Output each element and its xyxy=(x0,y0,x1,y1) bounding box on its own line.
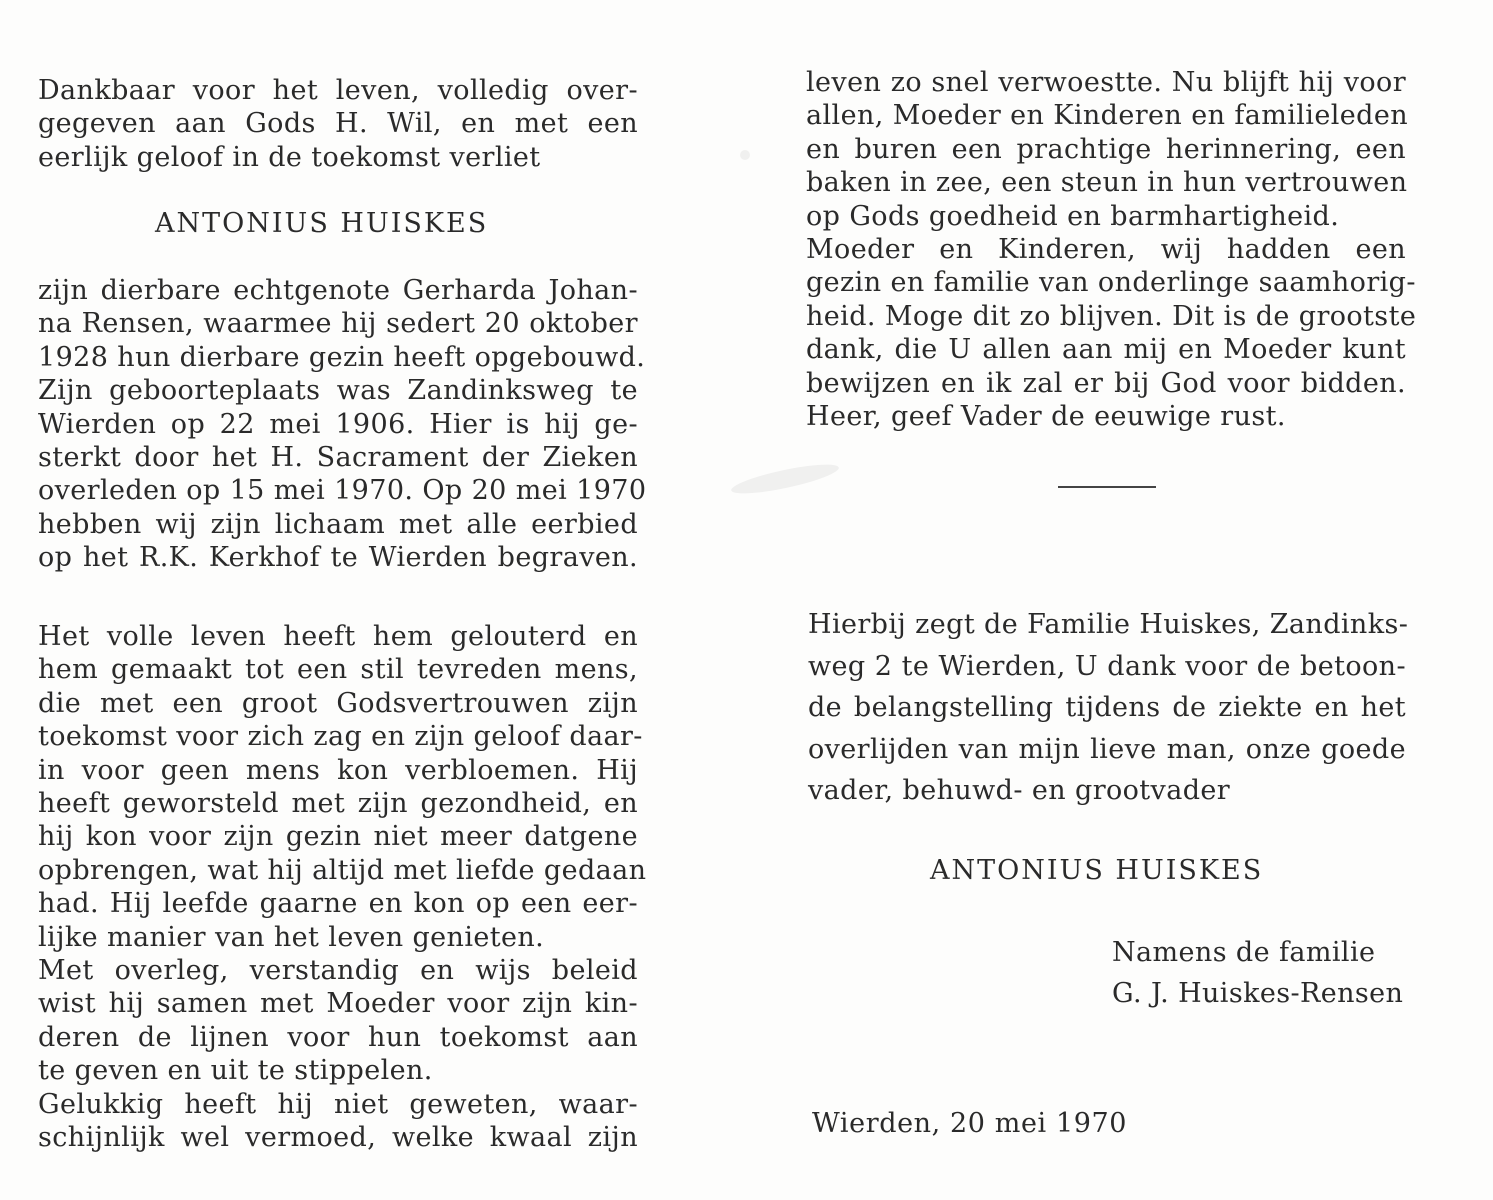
signature-line: Namens de familie xyxy=(1112,937,1376,968)
thanks-line: overlijden van mijn lieve man, onze goede xyxy=(808,733,1406,765)
life-line: Gelukkig heeft hij niet geweten, waar- xyxy=(38,1088,638,1120)
bio-paragraph xyxy=(38,274,647,575)
life-line: Het volle leven heeft hem gelouterd en xyxy=(38,621,638,652)
thanks-line: vader, behuwd- en grootvader xyxy=(808,775,1231,806)
bio-line: zijn dierbare echtgenote Gerharda Johan- xyxy=(38,275,638,306)
life-line: deren de lijnen voor hun toekomst aan xyxy=(38,1021,638,1053)
continuation-line: Heer, geef Vader de eeuwige rust. xyxy=(806,401,1286,433)
continuation-line: heid. Moge dit zo blijven. Dit is de grootste xyxy=(806,300,1417,332)
life-line: hij kon voor zijn gezin niet meer datgene xyxy=(38,821,638,853)
bio-line: op het R.K. Kerkhof te Wierden begraven. xyxy=(38,542,638,574)
intro-line: gegeven aan Gods H. Wil, en met een xyxy=(38,108,638,140)
bio-line: overleden op 15 mei 1970. Op 20 mei 1970 xyxy=(38,475,647,507)
intro-paragraph xyxy=(38,74,638,174)
bio-line: hebben wij zijn lichaam met alle eerbied xyxy=(38,508,638,540)
continuation-line: op Gods goedheid en barmhartigheid. xyxy=(806,200,1340,232)
life-line: te geven en uit te stippelen. xyxy=(38,1055,433,1087)
life-line: wist hij samen met Moeder voor zijn kin- xyxy=(38,988,638,1020)
continuation-line: leven zo snel verwoestte. Nu blijft hij voor xyxy=(806,67,1406,98)
continuation-line: bewijzen en ik zal er bij God voor bidden. xyxy=(806,367,1406,399)
continuation-line: allen, Moeder en Kinderen en familieleden xyxy=(806,100,1408,132)
life-line: lijke manier van het leven genieten. xyxy=(38,921,545,953)
continuation-paragraph xyxy=(806,66,1417,433)
life-line: hem gemaakt tot een stil tevreden mens, xyxy=(38,654,638,686)
life-line: Met overleg, verstandig en wijs beleid xyxy=(38,955,638,987)
life-paragraph xyxy=(38,620,647,1155)
life-line: in voor geen mens kon verbloemen. Hij xyxy=(38,754,638,786)
continuation-line: gezin en familie van onderlinge saamhorig- xyxy=(806,267,1416,299)
thanks-line: Hierbij zegt de Familie Huiskes, Zandinks- xyxy=(808,609,1409,640)
life-line: opbrengen, wat hij altijd met liefde gedaan xyxy=(38,854,647,886)
continuation-line: Moeder en Kinderen, wij hadden een xyxy=(806,234,1406,266)
continuation-line: en buren een prachtige herinnering, een xyxy=(806,133,1406,165)
bio-line: na Rensen, waarmee hij sedert 20 oktober xyxy=(38,308,638,340)
thanks-paragraph xyxy=(808,604,1409,812)
bio-line: Wierden op 22 mei 1906. Hier is hij ge- xyxy=(38,408,638,440)
life-line: die met een groot Godsvertrouwen zijn xyxy=(38,687,638,719)
thanks-line: weg 2 te Wierden, U dank voor de betoon- xyxy=(808,650,1406,682)
continuation-line: baken in zee, een steun in hun vertrouwen xyxy=(806,167,1408,199)
bio-line: 1928 hun dierbare gezin heeft opgebouwd. xyxy=(38,341,646,373)
place-date: Wierden, 20 mei 1970 xyxy=(812,1108,1128,1139)
left-column xyxy=(38,74,638,174)
section-divider xyxy=(1058,486,1156,488)
life-line: had. Hij leefde gaarne en kon op een eer- xyxy=(38,888,638,920)
thanks-line: de belangstelling tijdens de ziekte en het xyxy=(808,692,1406,723)
bio-line: sterkt door het H. Sacrament der Zieken xyxy=(38,442,638,474)
signature-line: G. J. Huiskes-Rensen xyxy=(1112,978,1404,1009)
scan-smudge xyxy=(729,459,840,499)
intro-line: Dankbaar voor het leven, volledig over- xyxy=(38,75,638,106)
life-line: schijnlijk wel vermoed, welke kwaal zijn xyxy=(38,1122,638,1154)
deceased-name-heading: ANTONIUS HUISKES xyxy=(155,208,489,239)
life-line: heeft geworsteld met zijn gezondheid, en xyxy=(38,788,638,820)
scan-smudge xyxy=(740,150,750,160)
deceased-name-heading-right: ANTONIUS HUISKES xyxy=(930,855,1264,886)
life-line: toekomst voor zich zag en zijn geloof daar- xyxy=(38,721,643,753)
signature-block xyxy=(1112,932,1412,1014)
bio-line: Zijn geboorteplaats was Zandinksweg te xyxy=(38,375,638,407)
intro-line: eerlijk geloof in de toekomst verliet xyxy=(38,141,541,173)
continuation-line: dank, die U allen aan mij en Moeder kunt xyxy=(806,334,1406,366)
